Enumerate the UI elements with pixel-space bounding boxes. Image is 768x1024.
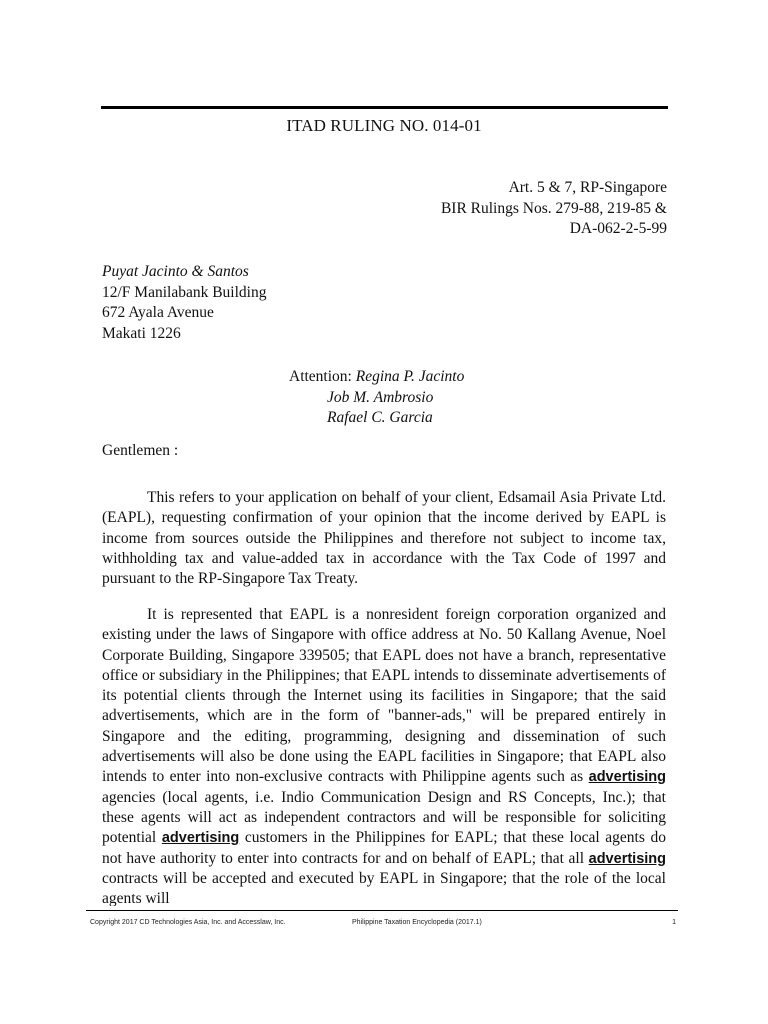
addressee-block	[102, 262, 266, 344]
address-line: 12/F Manilabank Building	[102, 283, 267, 301]
keyword-link[interactable]: advertising	[161, 830, 240, 847]
attention-label: Attention:	[289, 368, 356, 385]
footer-rule	[86, 910, 678, 911]
attention-block	[289, 367, 464, 429]
page-footer	[86, 919, 678, 931]
attention-name: Rafael C. Garcia	[327, 409, 433, 426]
body-paragraph-1: This refers to your application on behalf of your client, Edsamail Asia Private Ltd. (EAPL), requesting confirmation of your opinion that the income derived by EAPL is income from sources outside the Philippines and therefore not subject to income tax, withholding tax and value-added tax in accordance with the Tax Code of 1997 and pursuant to the RP-Singapore Tax Treaty.	[102, 489, 666, 588]
footer-copyright: Copyright 2017 CD Technologies Asia, Inc. and Accesslaw, Inc.	[90, 919, 286, 926]
attention-name: Regina P. Jacinto	[355, 368, 465, 385]
footer-publication: Philippine Taxation Encyclopedia (2017.1)	[352, 919, 482, 926]
header-rule	[101, 106, 668, 109]
paragraph-text: contracts will be accepted and executed by EAPL in Singapore; that the role of the local agents will	[102, 869, 666, 906]
ruling-title: ITAD RULING NO. 014-01	[286, 116, 482, 135]
attention-name: Job M. Ambrosio	[327, 388, 434, 406]
legal-references	[441, 178, 667, 240]
body-paragraph-2	[102, 605, 666, 906]
page-number: 1	[672, 919, 676, 926]
address-line: Makati 1226	[102, 324, 181, 342]
keyword-link[interactable]: advertising	[588, 769, 666, 786]
paragraph-text: It is represented that EAPL is a nonresident foreign corporation organized and existing under the laws of Singapore with office address at No. 50 Kallang Avenue, Noel Corporate Building, Singapore 339505; that EAPL does not have a branch, representative office or subsidiary in the Philippines; that EAPL intends to disseminate advertisements of its potential clients through the Internet using its facilities in Singapore; that the said advertisements, which are in the form of "banner-ads," will be prepared entirely in Singapore and the editing, programming, designing and dissemination of such advertisements will also be done using the EAPL facilities in Singapore; that EAPL also intends to enter into non-exclusive contracts with Philippine agents such as	[102, 606, 666, 786]
salutation: Gentlemen :	[102, 442, 179, 459]
paragraph-text: customers in the Philippines for EAPL; that these local agents do not have authority to enter into contracts for and on behalf of EAPL; that all	[102, 829, 666, 867]
reference-line: Art. 5 & 7, RP-Singapore	[508, 179, 667, 196]
address-line: 672 Ayala Avenue	[102, 304, 214, 321]
paragraph-text: agencies (local agents, i.e. Indio Communication Design and RS Concepts, Inc.); that these agents will act as independent contractors and will be responsible for soliciting potential	[102, 788, 666, 847]
addressee-firm: Puyat Jacinto & Santos	[102, 263, 249, 280]
reference-line: DA-062-2-5-99	[569, 220, 667, 237]
keyword-link[interactable]: advertising	[588, 850, 666, 867]
reference-line: BIR Rulings Nos. 279-88, 219-85 &	[440, 199, 667, 217]
